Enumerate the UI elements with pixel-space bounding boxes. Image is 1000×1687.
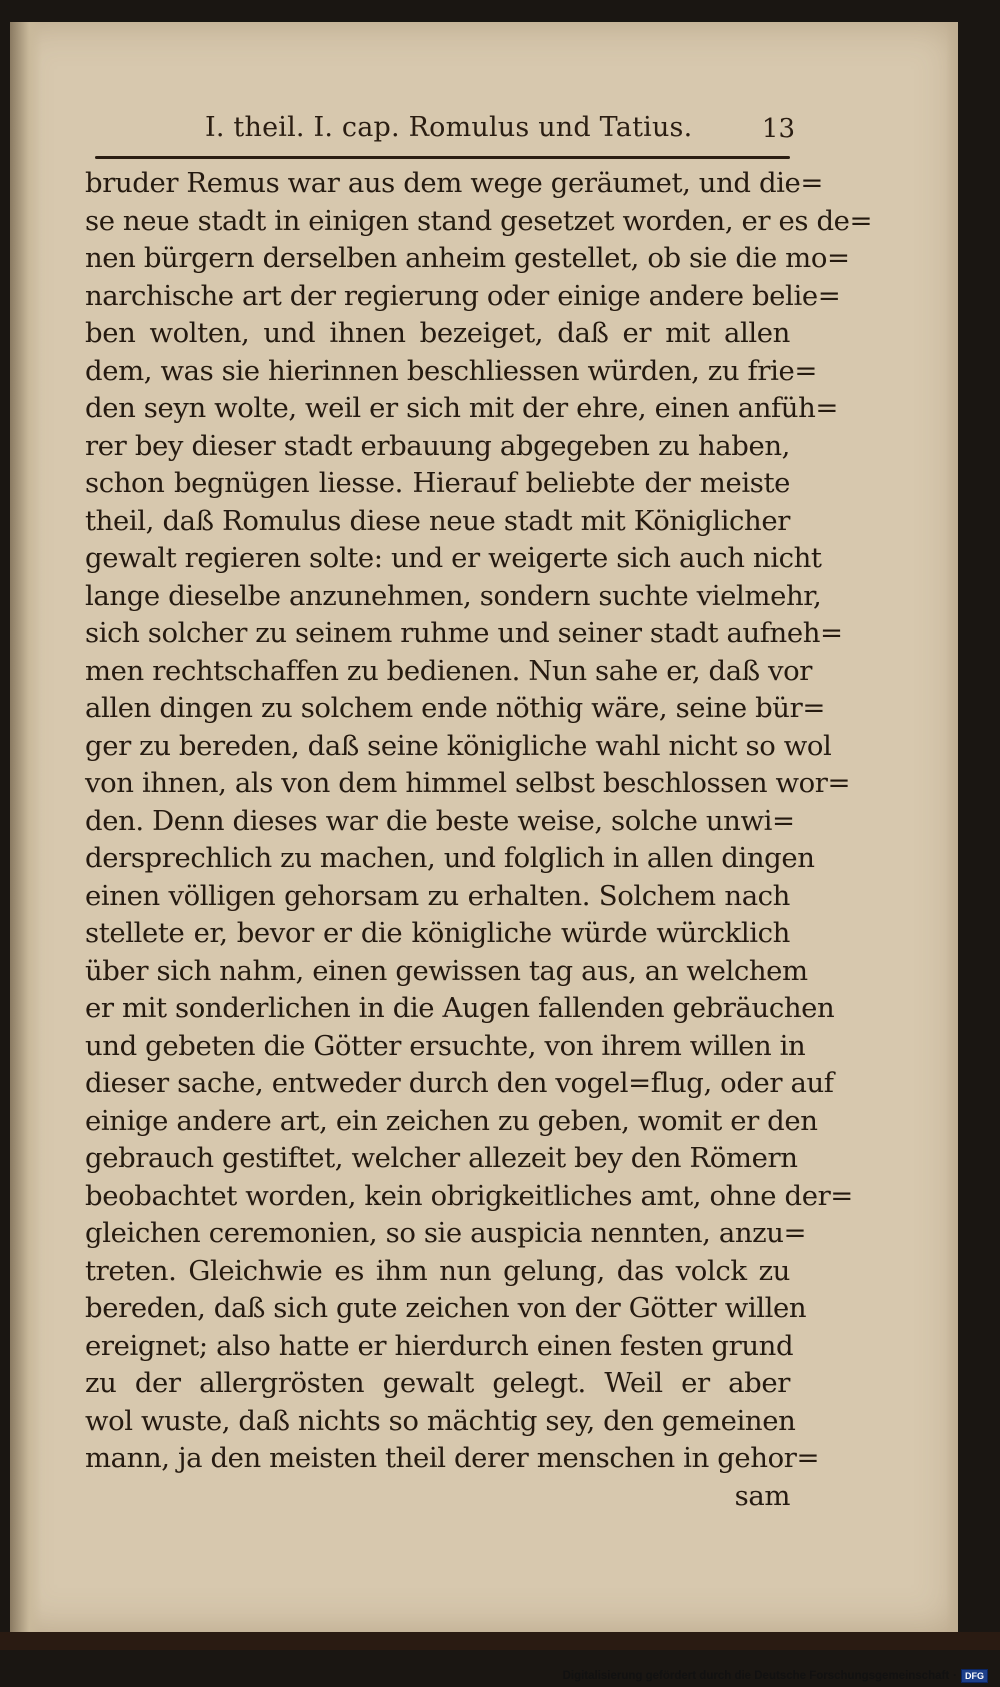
text-line: beobachtet worden, kein obrigkeitliches amt, ohne der=: [85, 1179, 853, 1212]
text-line: den. Denn dieses war die beste weise, solche unwi=: [85, 804, 795, 837]
credit-text: Digitalisierung gefördert durch die Deutsche Forschungsgemeinschaft: [562, 1670, 950, 1682]
text-line: er mit sonderlichen in die Augen fallenden gebräuchen: [85, 992, 835, 1024]
text-line: gewalt regieren solte: und er weigerte sich auch nicht: [85, 542, 822, 574]
text-line: se neue stadt in einigen stand gesetzet worden, er es de=: [85, 204, 873, 237]
text-line: rer bey dieser stadt erbauung abgegeben zu haben,: [85, 429, 790, 462]
digitization-credit: Digitalisierung gefördert durch die Deutsche Forschungsgemeinschaft · DFG: [563, 1666, 988, 1686]
text-line: ger zu bereden, daß seine königliche wahl nicht so wol: [85, 729, 832, 762]
body-text: [85, 165, 873, 1515]
text-line: narchische art der regierung oder einige andere belie=: [85, 279, 841, 312]
text-line: men rechtschaffen zu bedienen. Nun sahe er, daß vor: [85, 654, 813, 687]
text-line: nen bürgern derselben anheim gestellet, ob sie die mo=: [85, 242, 850, 274]
text-line: einen völligen gehorsam zu erhalten. Solchem nach: [85, 879, 790, 912]
text-line: dersprechlich zu machen, und folglich in allen dingen: [85, 842, 815, 874]
page-header: [205, 112, 795, 148]
dfg-logo-icon: DFG: [961, 1669, 988, 1683]
text-line: mann, ja den meisten theil derer menschen in gehor=: [85, 1442, 820, 1474]
text-line: sam: [734, 1479, 790, 1512]
text-line: theil, daß Romulus diese neue stadt mit Königlicher: [85, 504, 790, 537]
text-line: treten. Gleichwie es ihm nun gelung, das volck zu: [85, 1254, 790, 1287]
text-line: den seyn wolte, weil er sich mit der ehre, einen anfüh=: [85, 392, 839, 424]
text-line: sich solcher zu seinem ruhme und seiner stadt aufneh=: [85, 617, 843, 649]
text-line: über sich nahm, einen gewissen tag aus, an welchem: [85, 954, 808, 987]
header-rule: [95, 156, 790, 159]
text-line: von ihnen, als von dem himmel selbst beschlossen wor=: [85, 767, 851, 799]
text-line: dem, was sie hierinnen beschliessen würden, zu frie=: [85, 354, 817, 387]
text-line: lange dieselbe anzunehmen, sondern suchte vielmehr,: [85, 579, 822, 612]
text-line: dieser sache, entweder durch den vogel=flug, oder auf: [85, 1067, 834, 1099]
text-line: bruder Remus war aus dem wege geräumet, und die=: [85, 167, 824, 199]
scan-bottom-edge: [0, 1632, 1000, 1650]
page-number: 13: [761, 114, 795, 144]
text-line: und gebeten die Götter ersuchte, von ihrem willen in: [85, 1029, 806, 1062]
gutter-shadow: [10, 22, 42, 1632]
text-line: stellete er, bevor er die königliche würde würcklich: [85, 917, 790, 949]
text-line: einige andere art, ein zeichen zu geben, womit er den: [85, 1104, 818, 1137]
text-line: gebrauch gestiftet, welcher allezeit bey den Römern: [85, 1142, 798, 1174]
page-edge: [946, 22, 958, 1632]
text-line: zu der allergrösten gewalt gelegt. Weil er aber: [85, 1367, 790, 1399]
text-line: gleichen ceremonien, so sie auspicia nennten, anzu=: [85, 1217, 807, 1249]
text-line: ereignet; also hatte er hierdurch einen festen grund: [85, 1329, 794, 1362]
text-line: bereden, daß sich gute zeichen von der Götter willen: [85, 1292, 807, 1324]
running-head: I. theil. I. cap. Romulus und Tatius.: [205, 112, 693, 143]
text-line: allen dingen zu solchem ende nöthig wäre, seine bür=: [85, 692, 825, 724]
text-line: schon begnügen liesse. Hierauf beliebte der meiste: [85, 467, 790, 499]
text-line: wol wuste, daß nichts so mächtig sey, den gemeinen: [85, 1404, 796, 1437]
text-line: ben wolten, und ihnen bezeiget, daß er mit allen: [85, 317, 790, 349]
